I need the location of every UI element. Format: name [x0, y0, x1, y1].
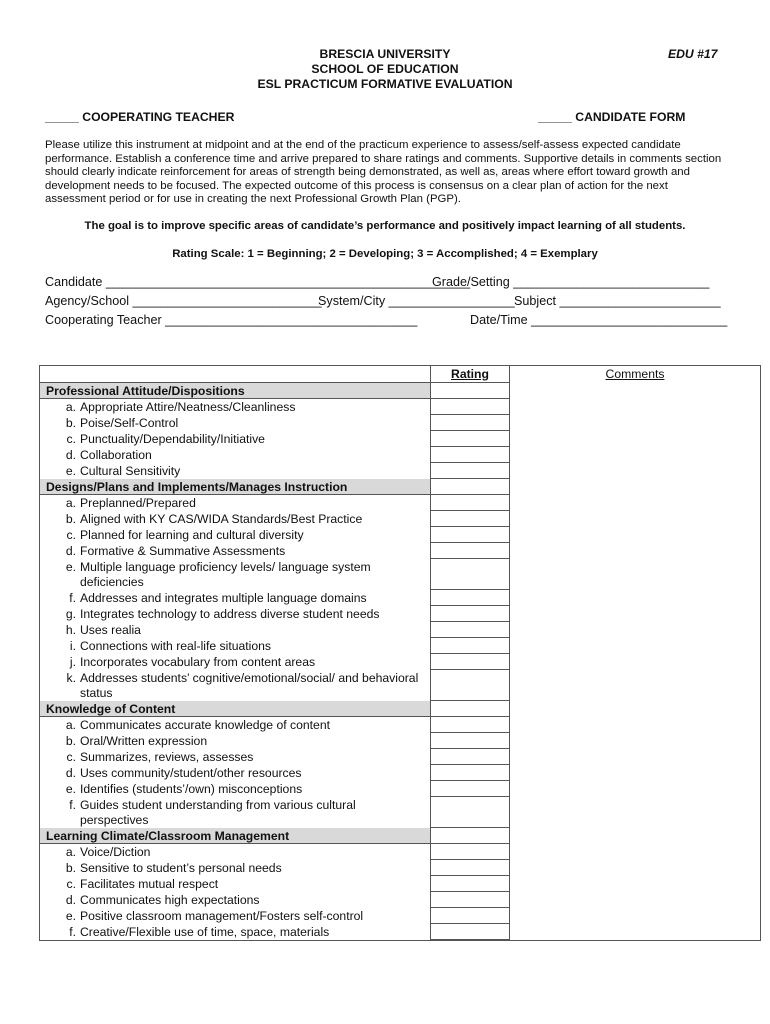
item-letter: a. [65, 496, 76, 510]
criteria-item [40, 622, 430, 638]
item-label: Punctuality/Dependability/Initiative [80, 432, 265, 446]
rating-cell[interactable] [431, 543, 509, 559]
form-code: EDU #17 [668, 47, 718, 61]
item-letter: c. [66, 432, 76, 446]
criteria-item [40, 511, 430, 527]
grade-setting-field[interactable]: Grade/Setting ____________________________ [432, 275, 710, 289]
criteria-item [40, 908, 430, 924]
rating-cell[interactable] [431, 463, 509, 479]
rating-cell[interactable] [431, 622, 509, 638]
criteria-item [40, 606, 430, 622]
item-label: Poise/Self-Control [80, 416, 179, 430]
evaluation-table [39, 365, 761, 941]
item-letter: b. [65, 512, 76, 526]
item-label: Cultural Sensitivity [80, 464, 181, 478]
criteria-item [40, 590, 430, 606]
rating-cell[interactable] [431, 638, 509, 654]
date-time-field[interactable]: Date/Time ____________________________ [470, 313, 728, 327]
cooperating-teacher-field[interactable]: Cooperating Teacher ____________________________________ [45, 313, 418, 327]
rating-scale: Rating Scale: 1 = Beginning; 2 = Developing; 3 = Accomplished; 4 = Exemplary [172, 248, 598, 260]
section-heading: Learning Climate/Classroom Management [40, 828, 430, 844]
item-letter: b. [65, 861, 76, 875]
item-letter: h. [65, 623, 76, 637]
item-letter: f. [69, 798, 76, 812]
item-letter: d. [65, 893, 76, 907]
rating-column [431, 366, 510, 941]
item-label: Creative/Flexible use of time, space, materials [80, 925, 330, 939]
rating-cell[interactable] [431, 431, 509, 447]
rating-header: Rating [431, 366, 509, 383]
criteria-item [40, 399, 430, 415]
instructions-paragraph: Please utilize this instrument at midpoint and at the end of the practicum experience to assess/self-assess expected candidate performance. Establish a conference time and arrive prepared to share ratings and comments. Supportive details in comments section should clearly indicate reinforcement for areas of strength being demonstrated, as well as, areas where effort toward growth and development needs to be focused. The expected outcome of this process is consensus on a clear plan of action for the next assessment period or for use in creating the next Professional Growth Plan (PGP). [45, 139, 722, 205]
criteria-item [40, 924, 430, 940]
comments-column[interactable] [510, 366, 761, 941]
rating-cell[interactable] [431, 717, 509, 733]
item-label: Connections with real-life situations [80, 639, 272, 653]
item-letter: a. [65, 845, 76, 859]
rating-cell[interactable] [431, 892, 509, 908]
item-label: Communicates accurate knowledge of content [80, 718, 330, 732]
item-label: Formative & Summative Assessments [80, 544, 286, 558]
item-letter: d. [65, 448, 76, 462]
item-letter: i. [69, 639, 76, 653]
item-letter: a. [65, 400, 76, 414]
criteria-item [40, 733, 430, 749]
criteria-item [40, 559, 430, 590]
criteria-column [40, 366, 431, 941]
criteria-item [40, 717, 430, 733]
rating-cell[interactable] [431, 733, 509, 749]
criteria-item [40, 447, 430, 463]
criteria-item [40, 892, 430, 908]
item-letter: e. [65, 464, 76, 478]
candidate-field[interactable]: Candidate ____________________________________________________ [45, 275, 471, 289]
rating-cell[interactable] [431, 559, 509, 590]
item-letter: j. [69, 655, 76, 669]
item-label: Uses realia [80, 623, 141, 637]
form-title: ESL PRACTICUM FORMATIVE EVALUATION [257, 77, 513, 91]
item-letter: e. [65, 560, 76, 574]
rating-cell[interactable] [431, 654, 509, 670]
criteria-item [40, 876, 430, 892]
criteria-item [40, 860, 430, 876]
cooperating-teacher-form-label: _____ COOPERATING TEACHER [45, 110, 235, 124]
criteria-item [40, 765, 430, 781]
item-letter: c. [66, 528, 76, 542]
criteria-item [40, 654, 430, 670]
item-label: Sensitive to student’s personal needs [80, 861, 282, 875]
criteria-item [40, 749, 430, 765]
item-label: Facilitates mutual respect [80, 877, 219, 891]
item-letter: f. [69, 925, 76, 939]
criteria-item [40, 431, 430, 447]
rating-cell[interactable] [431, 844, 509, 860]
rating-cell[interactable] [431, 908, 509, 924]
subject-field[interactable]: Subject _______________________ [514, 294, 721, 308]
rating-cell[interactable] [431, 527, 509, 543]
agency-school-field[interactable]: Agency/School ___________________________ [45, 294, 322, 308]
criteria-item [40, 527, 430, 543]
rating-cell[interactable] [431, 590, 509, 606]
rating-cell[interactable] [431, 399, 509, 415]
rating-cell[interactable] [431, 415, 509, 431]
section-heading: Designs/Plans and Implements/Manages Instruction [40, 479, 430, 495]
rating-cell[interactable] [431, 479, 509, 495]
criteria-item [40, 670, 430, 701]
system-city-field[interactable]: System/City __________________ [318, 294, 515, 308]
item-label: Summarizes, reviews, assesses [80, 750, 254, 764]
item-letter: g. [65, 607, 76, 621]
item-label: Uses community/student/other resources [80, 766, 302, 780]
rating-cell[interactable] [431, 924, 509, 940]
rating-cell[interactable] [431, 606, 509, 622]
item-letter: d. [65, 544, 76, 558]
rating-cell[interactable] [431, 860, 509, 876]
item-label: Appropriate Attire/Neatness/Cleanliness [80, 400, 296, 414]
item-label: Addresses and integrates multiple language domains [80, 591, 367, 605]
criteria-item [40, 543, 430, 559]
item-label: Guides student understanding from various cultural perspectives [80, 798, 356, 827]
goal-statement: The goal is to improve specific areas of candidate’s performance and positively impact learning of all students. [84, 220, 686, 232]
item-letter: c. [66, 877, 76, 891]
section-heading: Professional Attitude/Dispositions [40, 383, 430, 399]
item-label: Aligned with KY CAS/WIDA Standards/Best Practice [80, 512, 363, 526]
candidate-form-label: _____ CANDIDATE FORM [538, 110, 686, 124]
rating-cell[interactable] [431, 495, 509, 511]
item-letter: c. [66, 750, 76, 764]
rating-cell[interactable] [431, 511, 509, 527]
section-heading: Knowledge of Content [40, 701, 430, 717]
item-letter: f. [69, 591, 76, 605]
rating-cell[interactable] [431, 828, 509, 844]
item-label: Integrates technology to address diverse student needs [80, 607, 380, 621]
rating-cell[interactable] [431, 876, 509, 892]
rating-cell[interactable] [431, 765, 509, 781]
item-label: Oral/Written expression [80, 734, 208, 748]
item-letter: d. [65, 766, 76, 780]
criteria-item [40, 495, 430, 511]
criteria-header [40, 366, 430, 383]
rating-cell[interactable] [431, 383, 509, 399]
item-letter: a. [65, 718, 76, 732]
item-letter: e. [65, 782, 76, 796]
criteria-item [40, 638, 430, 654]
item-label: Multiple language proficiency levels/ language system deficiencies [80, 560, 371, 589]
item-letter: b. [65, 734, 76, 748]
university-name: BRESCIA UNIVERSITY [319, 47, 451, 61]
criteria-item [40, 797, 430, 828]
item-label: Addresses students’ cognitive/emotional/social/ and behavioral status [80, 671, 419, 700]
item-letter: k. [66, 671, 76, 685]
item-label: Preplanned/Prepared [80, 496, 196, 510]
criteria-item [40, 463, 430, 479]
item-label: Communicates high expectations [80, 893, 260, 907]
item-letter: b. [65, 416, 76, 430]
rating-cell[interactable] [431, 797, 509, 828]
rating-cell[interactable] [431, 749, 509, 765]
rating-cell[interactable] [431, 701, 509, 717]
criteria-item [40, 415, 430, 431]
school-name: SCHOOL OF EDUCATION [311, 62, 459, 76]
rating-cell[interactable] [431, 670, 509, 701]
item-label: Planned for learning and cultural diversity [80, 528, 304, 542]
item-label: Positive classroom management/Fosters self-control [80, 909, 364, 923]
item-letter: e. [65, 909, 76, 923]
item-label: Incorporates vocabulary from content areas [80, 655, 316, 669]
criteria-item [40, 844, 430, 860]
rating-cell[interactable] [431, 781, 509, 797]
item-label: Identifies (students’/own) misconceptions [80, 782, 303, 796]
item-label: Collaboration [80, 448, 152, 462]
comments-header: Comments [605, 367, 665, 381]
rating-cell[interactable] [431, 447, 509, 463]
item-label: Voice/Diction [80, 845, 151, 859]
criteria-item [40, 781, 430, 797]
